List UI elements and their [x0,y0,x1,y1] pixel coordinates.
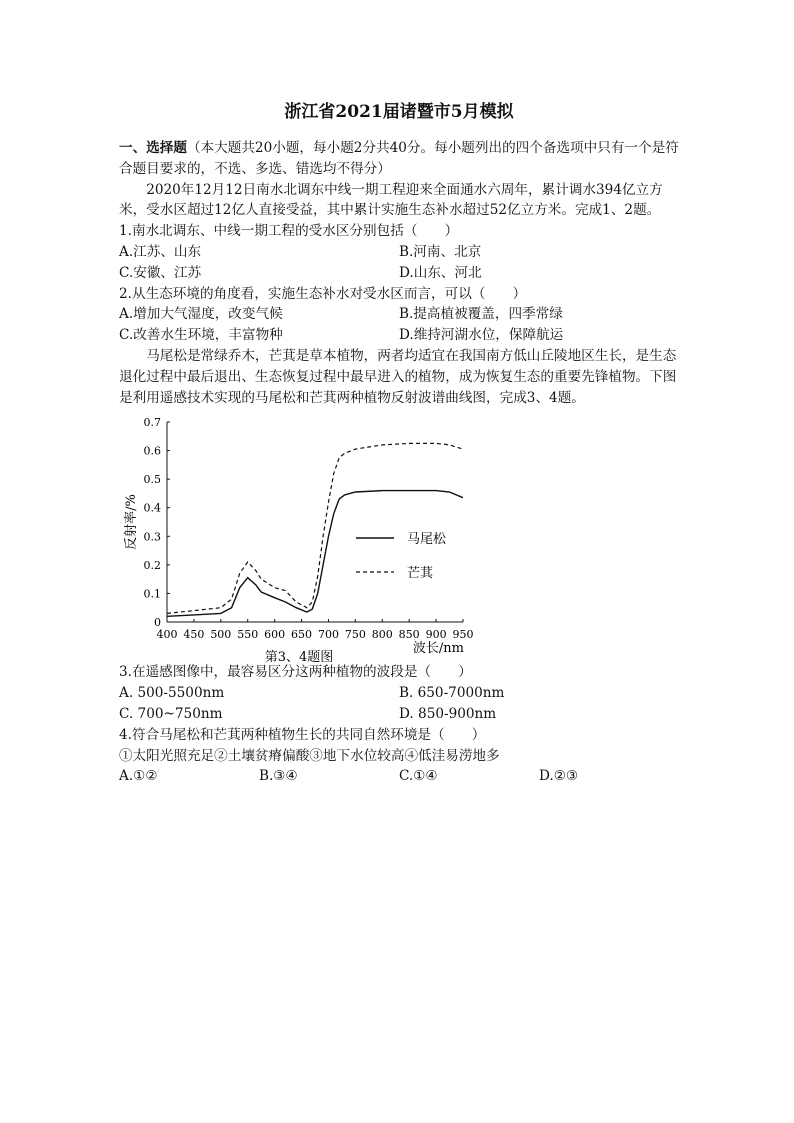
q1-option-a: A.江苏、山东 [119,243,202,260]
x-axis-label: 波长/nm [412,641,464,657]
exam-page [119,100,679,787]
q3-stem: 3.在遥感图像中，最容易区分这两种植物的波段是（ ） [119,664,472,681]
y-tick-label: 0.6 [143,444,161,458]
q1-option-c: C.安徽、江苏 [119,264,202,281]
q1-options-row1 [119,242,679,263]
q4-option-d: D.②③ [539,768,579,785]
x-tick-label: 950 [452,628,474,642]
x-tick-label: 400 [156,628,178,642]
q2-option-c: C.改善水生环境，丰富物种 [119,327,283,344]
q1-options-row2 [119,263,679,284]
x-tick-label: 850 [398,628,420,642]
y-tick-label: 0.5 [143,473,161,487]
x-tick-label: 800 [371,628,393,642]
x-tick-label: 450 [183,628,205,642]
q2-options-row2 [119,325,679,346]
q2-option-d: D.维持河湖水位，保障航运 [399,327,564,344]
page-title: 浙江省2021届诸暨市5月模拟 [284,102,514,122]
q2-option-a: A.增加大气湿度，改变气候 [119,306,283,323]
x-tick-label: 750 [344,628,366,642]
q4-conditions: ①太阳光照充足②土壤贫瘠偏酸③地下水位较高④低洼易涝地多 [119,747,500,764]
q2-stem: 2.从生态环境的角度看，实施生态补水对受水区而言，可以（ ） [119,285,527,302]
y-tick-label: 0.1 [143,587,161,601]
y-tick-label: 0.4 [143,502,161,516]
y-tick-label: 0 [154,616,161,630]
q4-option-c: C.①④ [399,768,438,785]
series-line-0 [167,491,463,617]
y-tick-label: 0.3 [143,530,161,544]
passage-2: 马尾松是常绿乔木，芒萁是草本植物，两者均适宜在我国南方低山丘陵地区生长，是生态退化过程中最后退出、生态恢复过程中最早进入的植物，成为恢复生态的重要先锋植物。下图是利用遥感技术实现的马尾松和芒萁两种植物反射波谱曲线图，完成3、4题。 [119,347,677,406]
q3-options-row1 [119,683,679,704]
passage-1: 2020年12月12日南水北调东中线一期工程迎来全面通水六周年，累计调水394亿立方米，受水区超过12亿人直接受益，其中累计实施生态补水超过52亿立方米。完成1、2题。 [119,181,663,219]
q4-option-b: B.③④ [259,768,298,785]
q2-options-row1 [119,304,679,325]
q1-option-d: D.山东、河北 [399,264,482,281]
x-tick-label: 550 [237,628,259,642]
section-head: 一、选择题 [119,140,187,156]
figure-caption: 第3、4题图 [264,650,334,663]
q4-options-row [119,766,679,787]
q1-stem: 1.南水北调东、中线一期工程的受水区分别包括（ ） [119,223,459,240]
q4-stem: 4.符合马尾松和芒萁两种植物生长的共同自然环境是（ ） [119,726,486,743]
q3-option-a: A. 500-5500nm [119,685,225,702]
y-axis-label: 反射率/% [124,494,139,551]
y-tick-label: 0.2 [143,559,161,573]
x-tick-label: 900 [425,628,447,642]
x-tick-label: 650 [291,628,313,642]
section-intro [119,138,679,180]
reflectance-chart [119,412,489,662]
q3-options-row2 [119,704,679,725]
legend-label-1: 芒萁 [407,566,434,582]
section-desc: （本大题共20小题，每小题2分共40分。每小题列出的四个备选项中只有一个是符合题目要求的，不选、多选、错选均不得分） [119,140,679,177]
reflectance-chart-svg [119,412,489,662]
x-tick-label: 700 [317,628,339,642]
q1-option-b: B.河南、北京 [399,243,482,260]
q2-option-b: B.提高植被覆盖，四季常绿 [399,306,563,323]
y-tick-label: 0.7 [143,416,161,430]
x-tick-label: 600 [264,628,286,642]
q3-option-c: C. 700~750nm [119,705,223,722]
series-line-1 [167,444,463,614]
q4-option-a: A.①② [119,768,158,785]
x-tick-label: 500 [210,628,232,642]
legend-label-0: 马尾松 [407,532,447,548]
q3-option-d: D. 850-900nm [399,705,497,722]
q3-option-b: B. 650-7000nm [399,685,505,702]
chart-legend [356,531,447,581]
